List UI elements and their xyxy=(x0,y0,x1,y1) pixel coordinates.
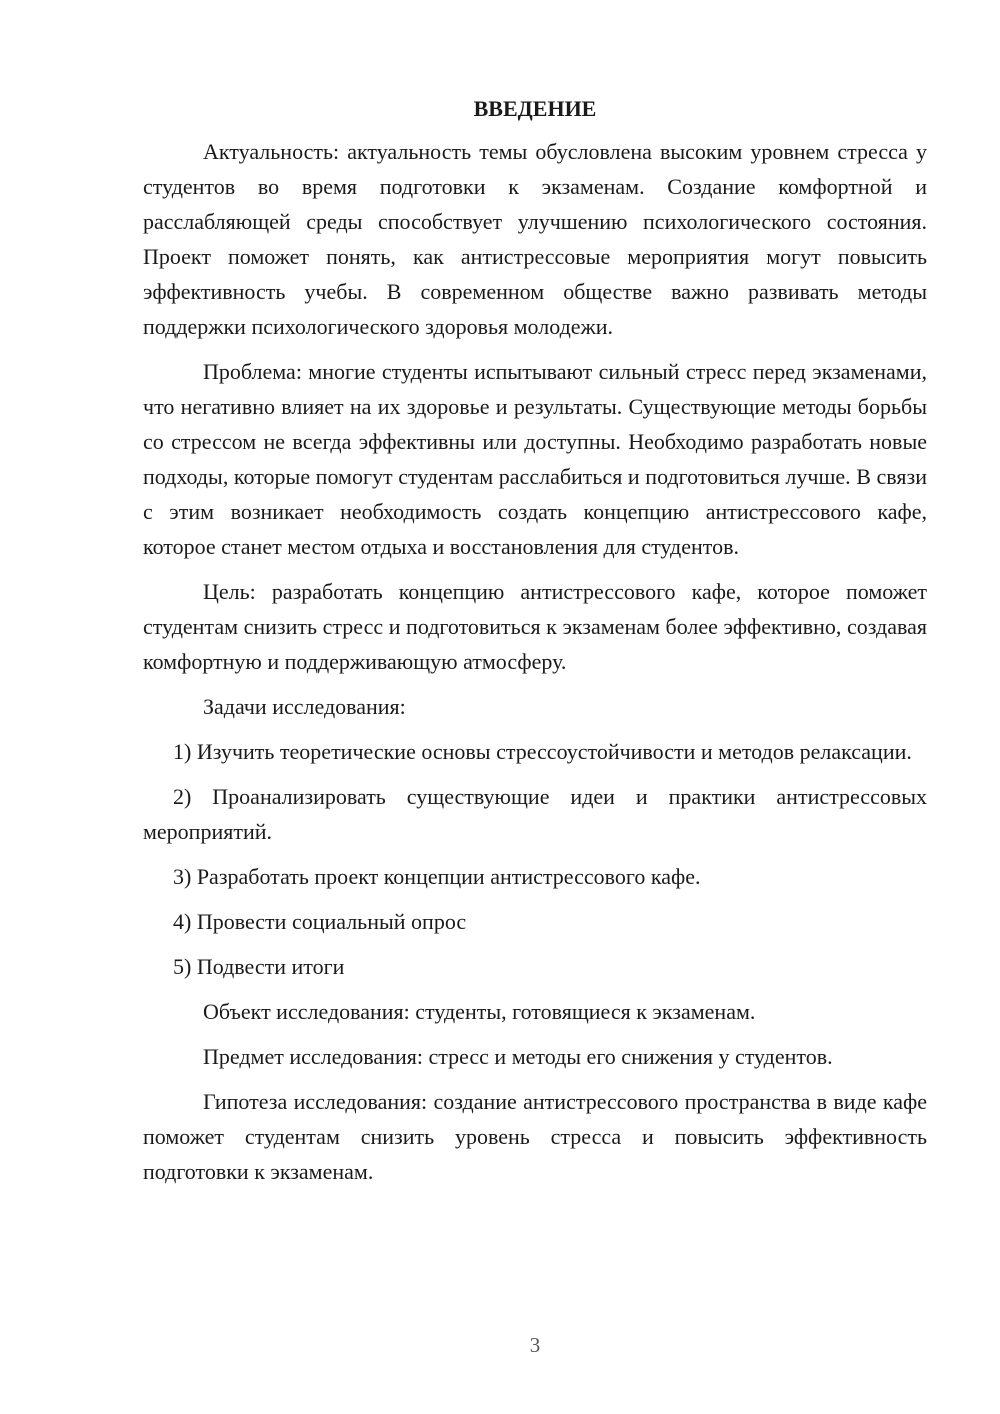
task-item-5: 5) Подвести итоги xyxy=(173,954,345,979)
paragraph-relevance: Актуальность: актуальность темы обусловлена высоким уровнем стресса у студентов во время подготовки к экзаменам. Создание комфортной и расслабляющей среды способствует улучшению психологического состояния. Проект поможет понять, как антистрессовые мероприятия могут повысить эффективность учебы. В современном обществе важно развивать методы поддержки психологического здоровья молодежи. xyxy=(143,139,927,339)
task-item-2: 2) Проанализировать существующие идеи и практики антистрессовых мероприятий. xyxy=(143,784,927,844)
task-item-1: 1) Изучить теоретические основы стрессоустойчивости и методов релаксации. xyxy=(173,739,912,764)
task-item-4: 4) Провести социальный опрос xyxy=(173,909,467,934)
paragraph-problem: Проблема: многие студенты испытывают сильный стресс перед экзаменами, что негативно влияет на их здоровье и результаты. Существующие методы борьбы со стрессом не всегда эффективны или доступны. Необходимо разработать новые подходы, которые помогут студентам расслабиться и подготовиться лучше. В связи с этим возникает необходимость создать концепцию антистрессового кафе, которое станет местом отдыха и восстановления для студентов. xyxy=(143,359,927,559)
paragraph-goal: Цель: разработать концепцию антистрессового кафе, которое поможет студентам снизить стресс и подготовиться к экзаменам более эффективно, создавая комфортную и поддерживающую атмосферу. xyxy=(143,579,927,674)
paragraph-object: Объект исследования: студенты, готовящиеся к экзаменам. xyxy=(203,999,756,1024)
paragraph-subject: Предмет исследования: стресс и методы его снижения у студентов. xyxy=(203,1044,833,1069)
page-number: 3 xyxy=(529,1333,541,1357)
paragraph-tasks-heading: Задачи исследования: xyxy=(203,694,406,719)
task-item-3: 3) Разработать проект концепции антистрессового кафе. xyxy=(173,864,701,889)
paragraph-hypothesis: Гипотеза исследования: создание антистрессового пространства в виде кафе поможет студентам снизить уровень стресса и повысить эффективность подготовки к экзаменам. xyxy=(143,1089,927,1184)
section-title: ВВЕДЕНИЕ xyxy=(473,96,597,121)
document-page xyxy=(143,94,927,1199)
